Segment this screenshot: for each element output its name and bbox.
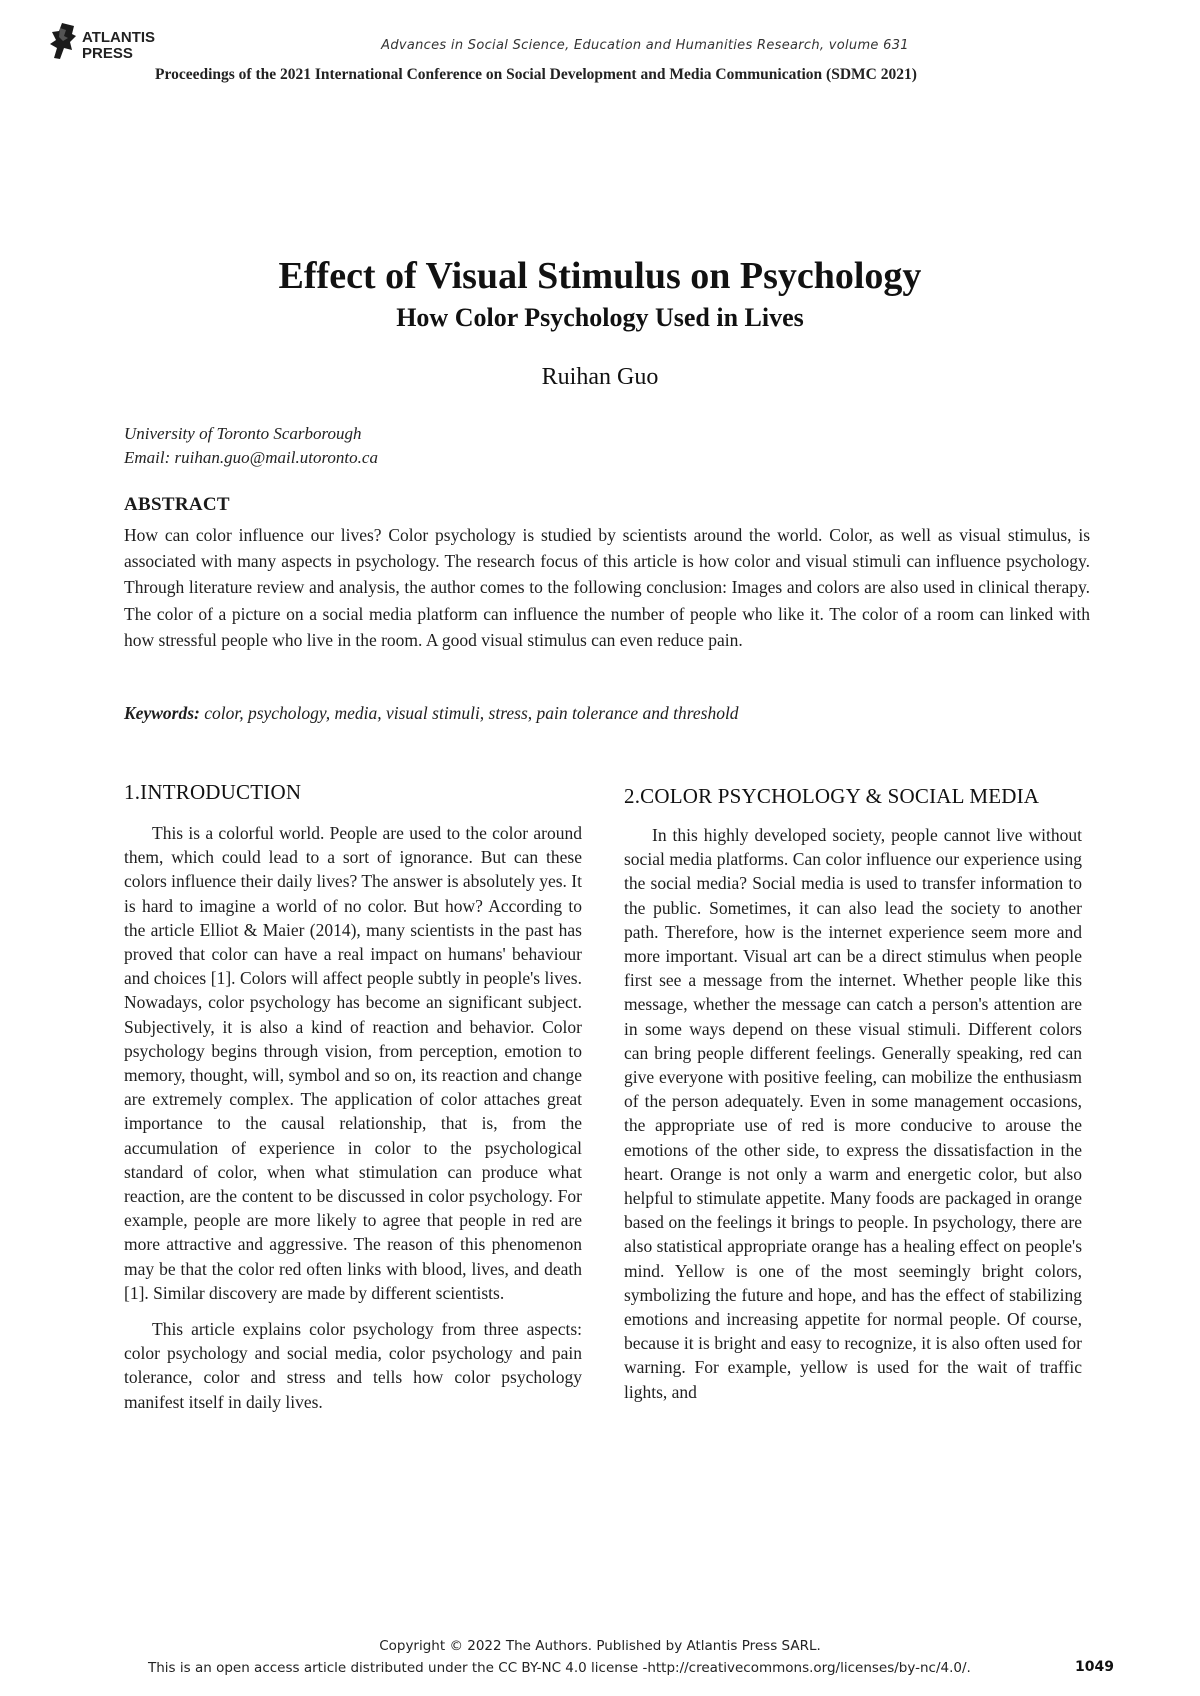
footer-copyright: Copyright © 2022 The Authors. Published by Atlantis Press SARL. bbox=[379, 1638, 821, 1654]
logo-line-atlantis: ATLANTIS bbox=[82, 29, 156, 46]
abstract-body: How can color influence our lives? Color psychology is studied by scientists around the world. Color, as well as visual stimulus, is associated with many aspects in psychology. The research focus of this article is how color and visual stimuli can influence psychology. Through literature review and analysis, the author comes to the following conclusion: Images and colors are also used in clinical therapy. The color of a picture on a social media platform can influence the number of people who like it. The color of a room can linked with how stressful people who live in the room. A good visual stimulus can even reduce pain. bbox=[124, 525, 1090, 650]
intro-paragraph-2: This article explains color psychology from three aspects: color psychology and social media, color psychology and pain tolerance, color and stress and tells how color psychology manifest itself in daily lives. bbox=[124, 1319, 582, 1412]
left-column bbox=[124, 778, 582, 1426]
paper-title: Effect of Visual Stimulus on Psychology bbox=[278, 255, 922, 297]
conference-proceedings: Proceedings of the 2021 International Conference on Social Development and Media Communication (SDMC 2021) bbox=[155, 66, 917, 83]
author-name: Ruihan Guo bbox=[541, 364, 659, 390]
affiliation: University of Toronto Scarborough bbox=[124, 424, 362, 443]
page-number: 1049 bbox=[1075, 1659, 1114, 1675]
logo-line-press: PRESS bbox=[82, 45, 133, 62]
footer-license: This is an open access article distributed under the CC BY-NC 4.0 license -http://creativecommons.org/licenses/by-nc/4.0/. bbox=[148, 1660, 971, 1676]
section-heading-introduction: 1.INTRODUCTION bbox=[124, 780, 302, 804]
keywords-list: color, psychology, media, visual stimuli, stress, pain tolerance and threshold bbox=[204, 703, 739, 723]
keywords-label: Keywords: bbox=[124, 703, 200, 723]
section-heading-color-social-media: 2.COLOR PSYCHOLOGY & SOCIAL MEDIA bbox=[624, 784, 1040, 808]
keywords-line bbox=[124, 703, 739, 724]
author-affiliation-block bbox=[124, 422, 378, 470]
abstract-heading: ABSTRACT bbox=[124, 494, 230, 515]
intro-paragraph-1: This is a colorful world. People are used to the color around them, which could lead to a sort of ignorance. But can these colors influence their daily lives? The answer is absolutely yes. It is hard to imagine a world of no color. But how? According to the article Elliot & Maier (2014), many scientists in the past has proved that color can have a real impact on humans' behaviour and choices [1]. Colors will affect people subtly in people's lives. Nowadays, color psychology has become an significant subject. Subjectively, it is also a kind of reaction and behavior. Color psychology begins through vision, from perception, emotion to memory, thought, will, symbol and so on, its reaction and change are extremely complex. The application of color attaches great importance to the causal relationship, that is, from the accumulation of experience in color to the psychological standard of color, when what stimulation can produce what reaction, are the content to be discussed in color psychology. For example, people are more likely to agree that people in red are more attractive and aggressive. The reason of this phenomenon may be that the color red often links with blood, lives, and death [1]. Similar discovery are made by different scientists. bbox=[124, 823, 582, 1303]
right-column bbox=[624, 782, 1082, 1416]
journal-volume: Advances in Social Science, Education and Humanities Research, volume 631 bbox=[381, 38, 909, 53]
author-email: Email: ruihan.guo@mail.utoronto.ca bbox=[124, 448, 378, 467]
color-social-paragraph-1: In this highly developed society, people cannot live without social media platforms. Can color influence our experience using the social media? Social media is used to transfer information to the public. Sometimes, it can also lead the society to another path. Therefore, how is the internet experience seem more and more important. Visual art can be a direct stimulus when people first see a message from the internet. Whether people like this message, whether the message can catch a person's attention are in some ways depend on these visual stimuli. Different colors can bring people different feelings. Generally speaking, red can give everyone with positive feeling, can mobilize the enthusiasm of the person adequately. Even in some management occasions, the appropriate use of red is more conducive to arouse the emotions of the other side, to express the dissatisfaction in the heart. Orange is not only a warm and energetic color, but also helpful to stimulate appetite. Many foods are packaged in orange based on the feelings it brings to people. In psychology, there are also statistical appropriate orange has a healing effect on people's mind. Yellow is one of the most seemingly bright colors, symbolizing the future and hope, and has the effect of stabilizing emotions and increasing appetite for normal people. Of course, because it is bright and easy to recognize, it is also often used for warning. For example, yellow is used for the wait of traffic lights, and bbox=[624, 825, 1082, 1402]
paper-subtitle: How Color Psychology Used in Lives bbox=[396, 303, 804, 332]
